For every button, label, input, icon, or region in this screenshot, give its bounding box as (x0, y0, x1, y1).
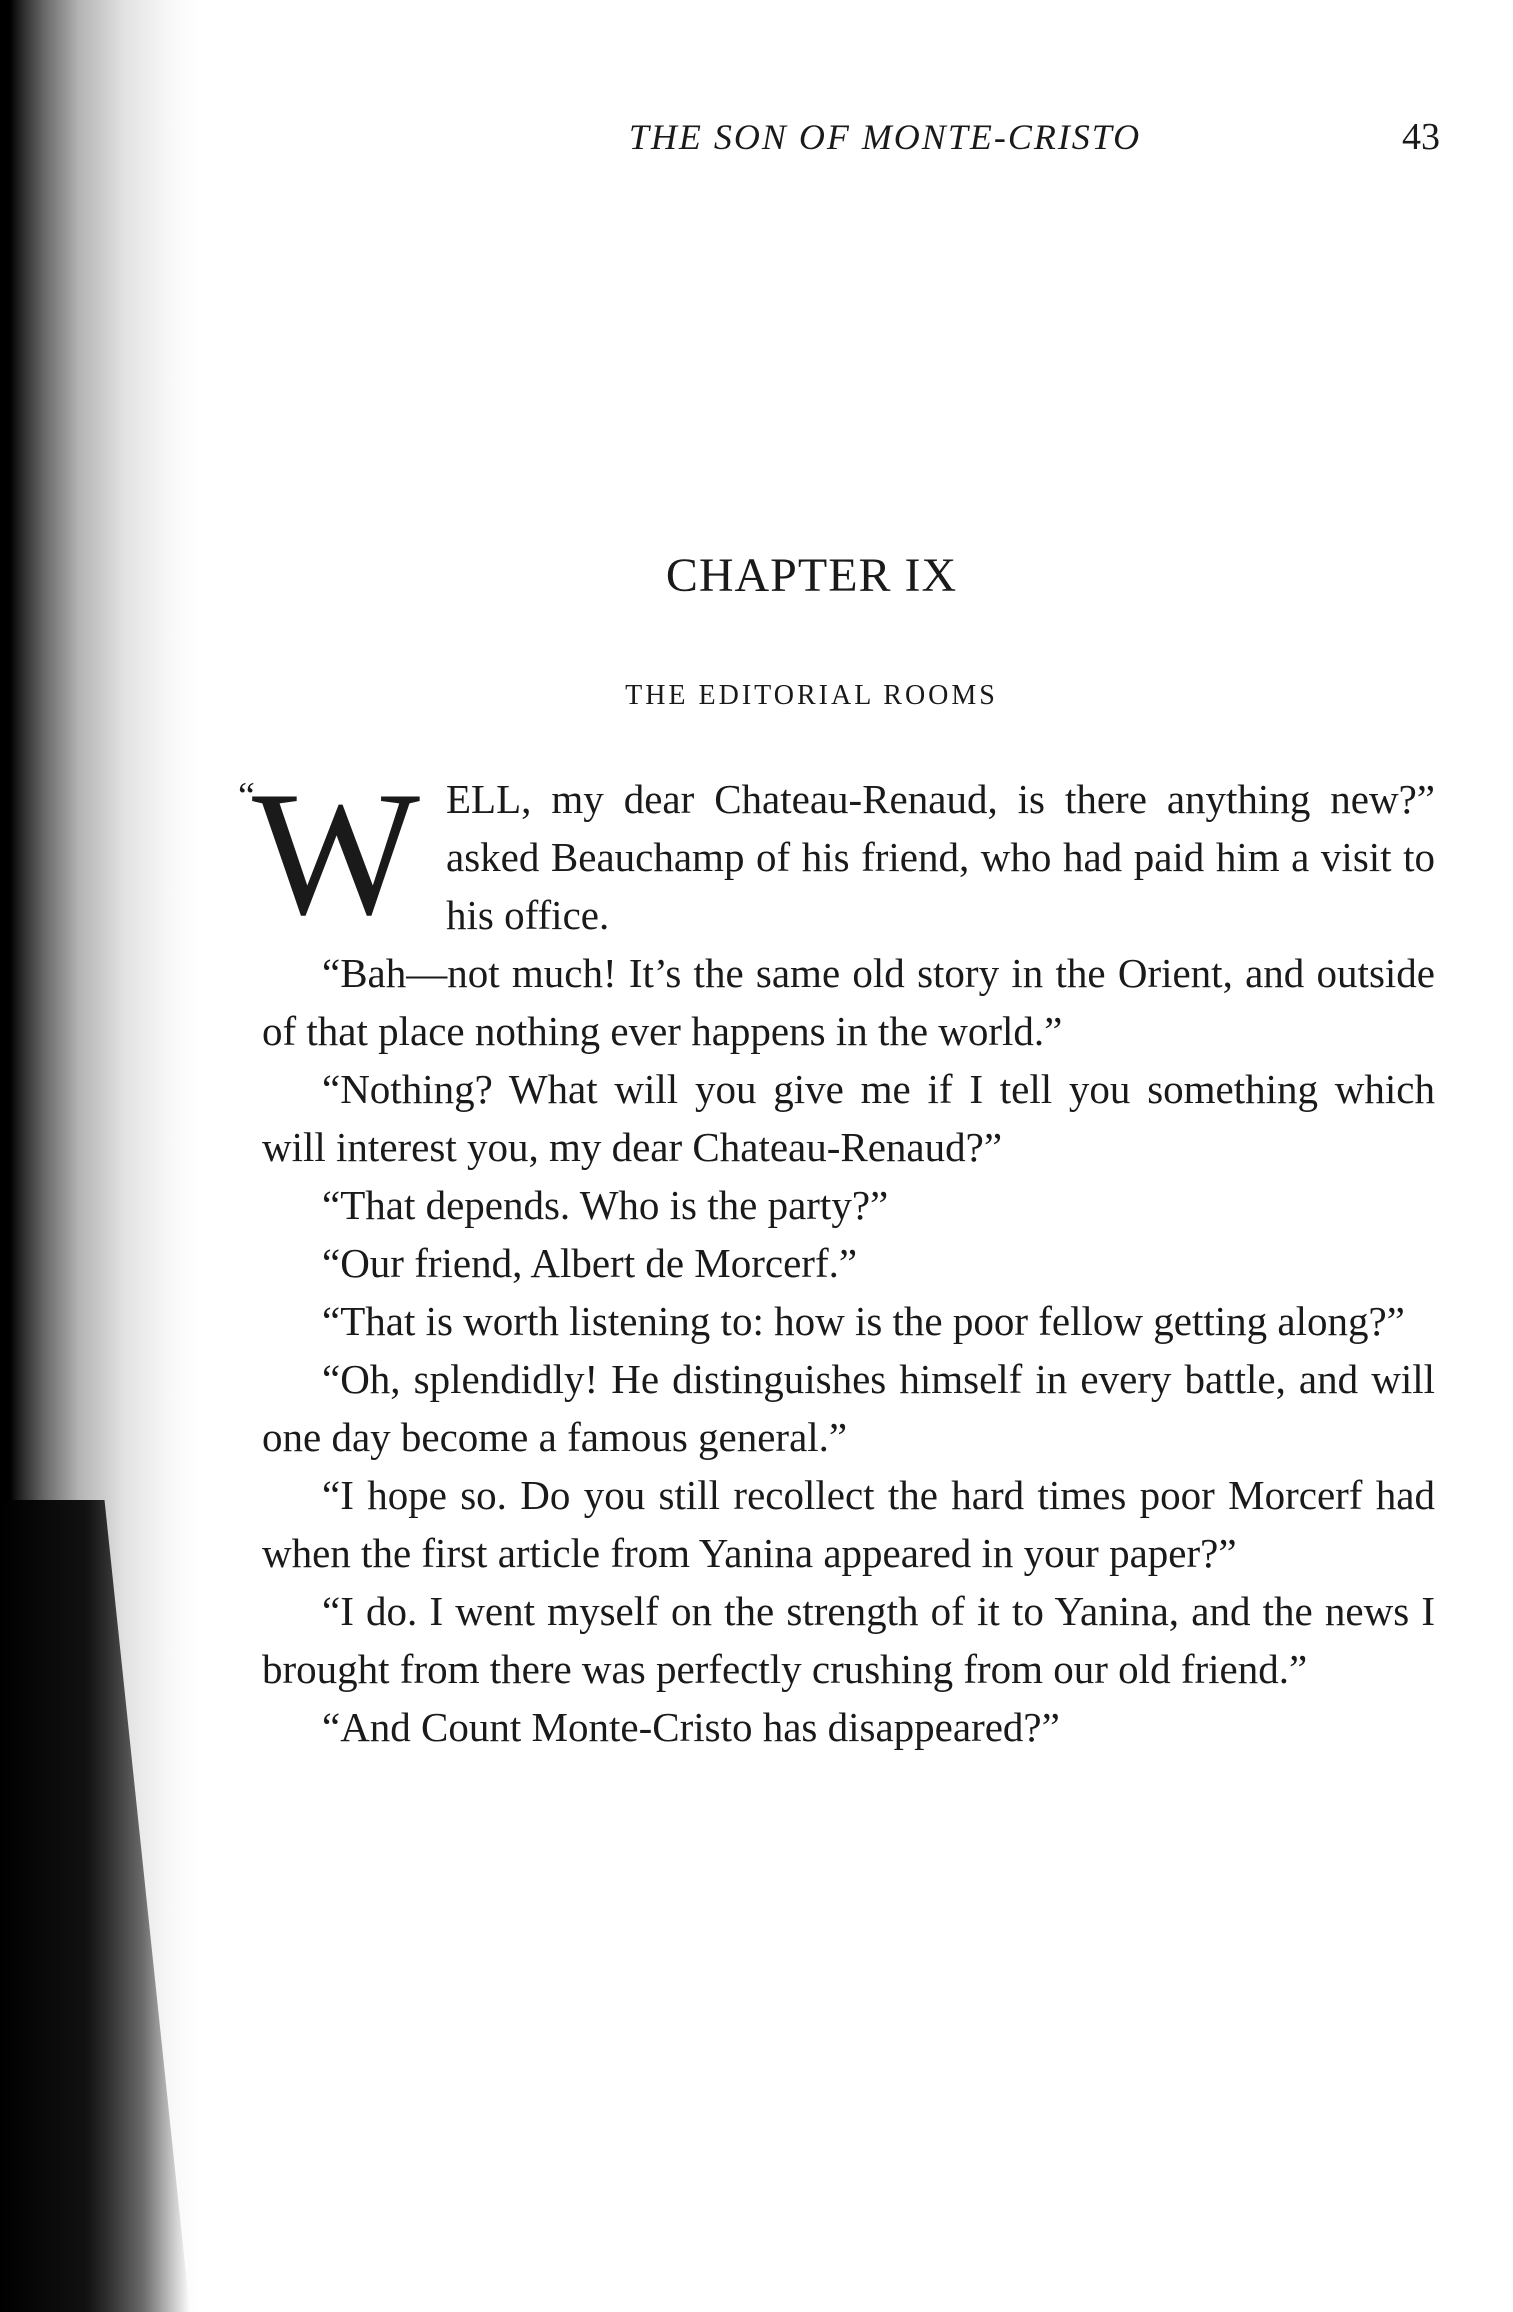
paragraph-1 (238, 754, 1435, 952)
paragraph-5: “Our friend, Albert de Morcerf.” (322, 1240, 858, 1286)
paragraph-8: “I hope so. Do you still recollect the hard times poor Morcerf had when the first article from Yanina appeared in your paper?” (262, 1472, 1435, 1576)
paragraph-2: “Bah—not much! It’s the same old story in the Orient, and outside of that place nothing ever happens in the world.” (262, 950, 1435, 1054)
paragraph-9: “I do. I went myself on the strength of it to Yanina, and the news I brought from there was perfectly crushing from our old friend.” (262, 1588, 1435, 1692)
paragraph-4: “That depends. Who is the party?” (322, 1182, 889, 1228)
paragraph-3: “Nothing? What will you give me if I tell you something which will interest you, my dear Chateau-Renaud?” (262, 1066, 1435, 1170)
paragraph-10: “And Count Monte-Cristo has disappeared?” (322, 1704, 1060, 1750)
dropcap-letter: W (252, 754, 421, 952)
page-number: 43 (1402, 116, 1440, 158)
running-head-title: THE SON OF MONTE-CRISTO (628, 117, 1142, 157)
chapter-title: CHAPTER IX (665, 549, 958, 602)
paragraph-6: “That is worth listening to: how is the poor fellow getting along?” (322, 1298, 1405, 1344)
paragraph-1-text: ELL, my dear Chateau-Renaud, is there anything new?” asked Beauchamp of his friend, who had paid him a visit to his office. (446, 776, 1435, 938)
paragraph-7: “Oh, splendidly! He distinguishes himself in every battle, and will one day become a famous general.” (262, 1356, 1435, 1460)
chapter-body (238, 754, 1435, 1756)
running-head (260, 112, 1440, 162)
chapter-subtitle: THE EDITORIAL ROOMS (625, 680, 998, 711)
dropcap-quote-mark: “ (238, 775, 255, 817)
